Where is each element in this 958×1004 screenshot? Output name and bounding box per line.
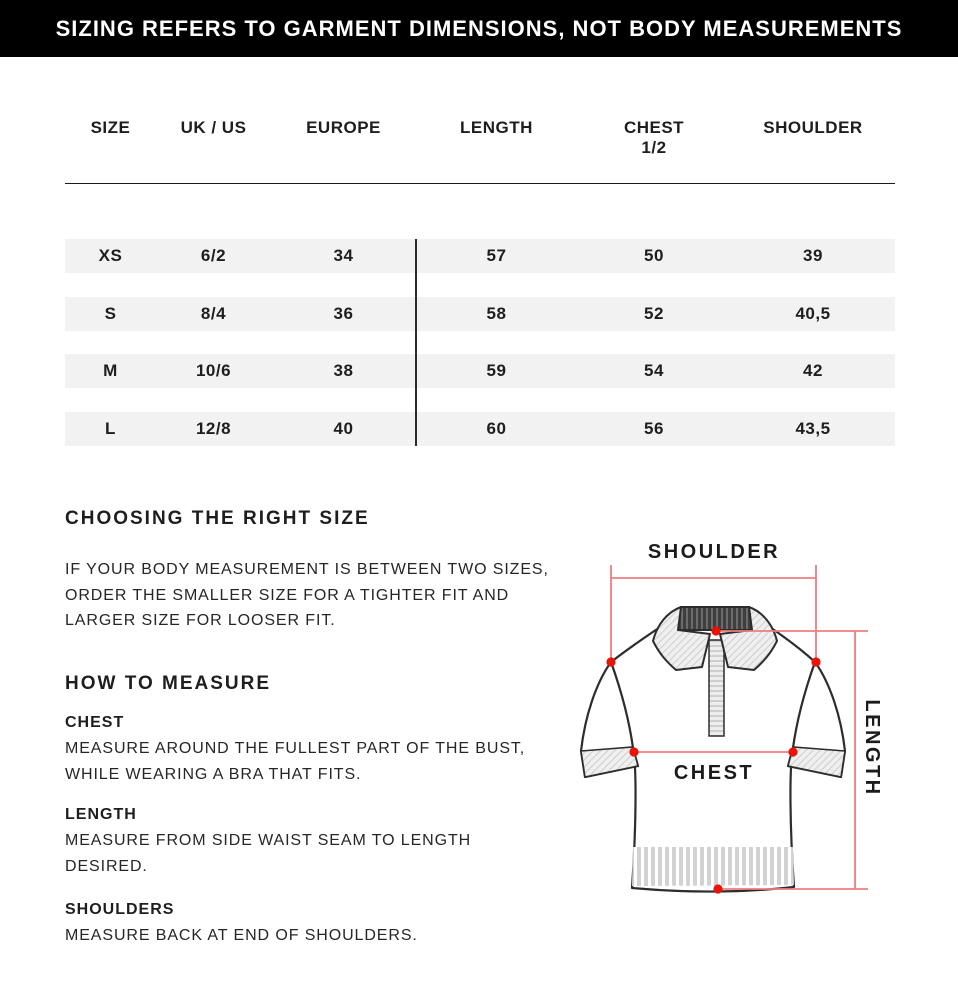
cell-chest: 54	[644, 361, 664, 380]
measure-shoulders-heading: SHOULDERS	[65, 901, 175, 918]
cell-shoulder: 42	[803, 361, 823, 380]
column-header-europe: EUROPE	[306, 118, 381, 137]
hem-dot	[713, 884, 722, 893]
cell-europe: 36	[333, 304, 354, 323]
measure-chest-text: MEASURE AROUND THE FULLEST PART OF THE BUST, WHILE WEARING A BRA THAT FITS.	[65, 740, 526, 783]
table-row-xs	[65, 239, 895, 273]
column-header-size: SIZE	[90, 118, 131, 137]
cell-length: 57	[486, 246, 507, 265]
column-header-length: LENGTH	[460, 118, 533, 137]
shirt-hem-band	[632, 847, 794, 886]
right-shoulder-dot	[811, 657, 820, 666]
cell-shoulder: 39	[803, 246, 823, 265]
column-header-chest: CHEST 1/2	[623, 118, 685, 157]
cell-uk-us: 6/2	[200, 246, 227, 265]
cell-shoulder: 43,5	[795, 419, 831, 438]
measure-length-text: MEASURE FROM SIDE WAIST SEAM TO LENGTH DESIRED.	[65, 832, 472, 875]
choosing-size-text: IF YOUR BODY MEASUREMENT IS BETWEEN TWO SIZES, ORDER THE SMALLER SIZE FOR A TIGHTER FIT AND LARGER SIZE FOR LOOSER FIT.	[65, 561, 549, 629]
how-to-measure-heading: HOW TO MEASURE	[65, 673, 272, 694]
cell-chest: 52	[644, 304, 664, 323]
table-row-l	[65, 412, 895, 446]
cell-size: L	[105, 419, 116, 438]
cell-europe: 40	[333, 419, 354, 438]
table-header-rule	[65, 183, 895, 184]
cell-uk-us: 12/8	[195, 419, 232, 438]
cell-europe: 38	[333, 361, 354, 380]
cell-size: S	[104, 304, 117, 323]
shoulder-label: SHOULDER	[647, 541, 781, 563]
cell-size: XS	[98, 246, 123, 265]
measure-length-heading: LENGTH	[65, 806, 137, 823]
column-header-shoulder: SHOULDER	[763, 118, 863, 137]
shirt-placket	[709, 640, 724, 736]
chest-right-dot	[788, 747, 797, 756]
polo-shirt-outline	[581, 607, 845, 892]
chest-left-dot	[629, 747, 638, 756]
cell-uk-us: 10/6	[195, 361, 232, 380]
cell-chest: 50	[644, 246, 664, 265]
measurement-diagram	[560, 530, 950, 930]
size-table-header-row	[65, 118, 895, 158]
polo-shirt-diagram-svg	[560, 530, 950, 930]
sizing-notice-banner	[0, 0, 958, 57]
cell-size: M	[103, 361, 118, 380]
cell-length: 60	[486, 419, 507, 438]
left-shoulder-dot	[606, 657, 615, 666]
sizing-notice-text: SIZING REFERS TO GARMENT DIMENSIONS, NOT BODY MEASUREMENTS	[55, 15, 903, 41]
column-header-uk-us: UK / US	[180, 118, 247, 137]
cell-uk-us: 8/4	[200, 304, 227, 323]
collar-dot	[711, 626, 720, 635]
table-row-s	[65, 297, 895, 331]
cell-length: 58	[486, 304, 507, 323]
table-column-divider	[415, 239, 417, 446]
cell-europe: 34	[333, 246, 354, 265]
measure-shoulders-text: MEASURE BACK AT END OF SHOULDERS.	[65, 927, 418, 944]
choosing-size-heading: CHOOSING THE RIGHT SIZE	[65, 508, 370, 529]
table-row-m	[65, 354, 895, 388]
length-label: LENGTH	[861, 699, 883, 797]
chest-label: CHEST	[673, 762, 755, 784]
cell-shoulder: 40,5	[795, 304, 831, 323]
measure-chest-heading: CHEST	[65, 714, 125, 731]
cell-chest: 56	[644, 419, 664, 438]
cell-length: 59	[486, 361, 507, 380]
